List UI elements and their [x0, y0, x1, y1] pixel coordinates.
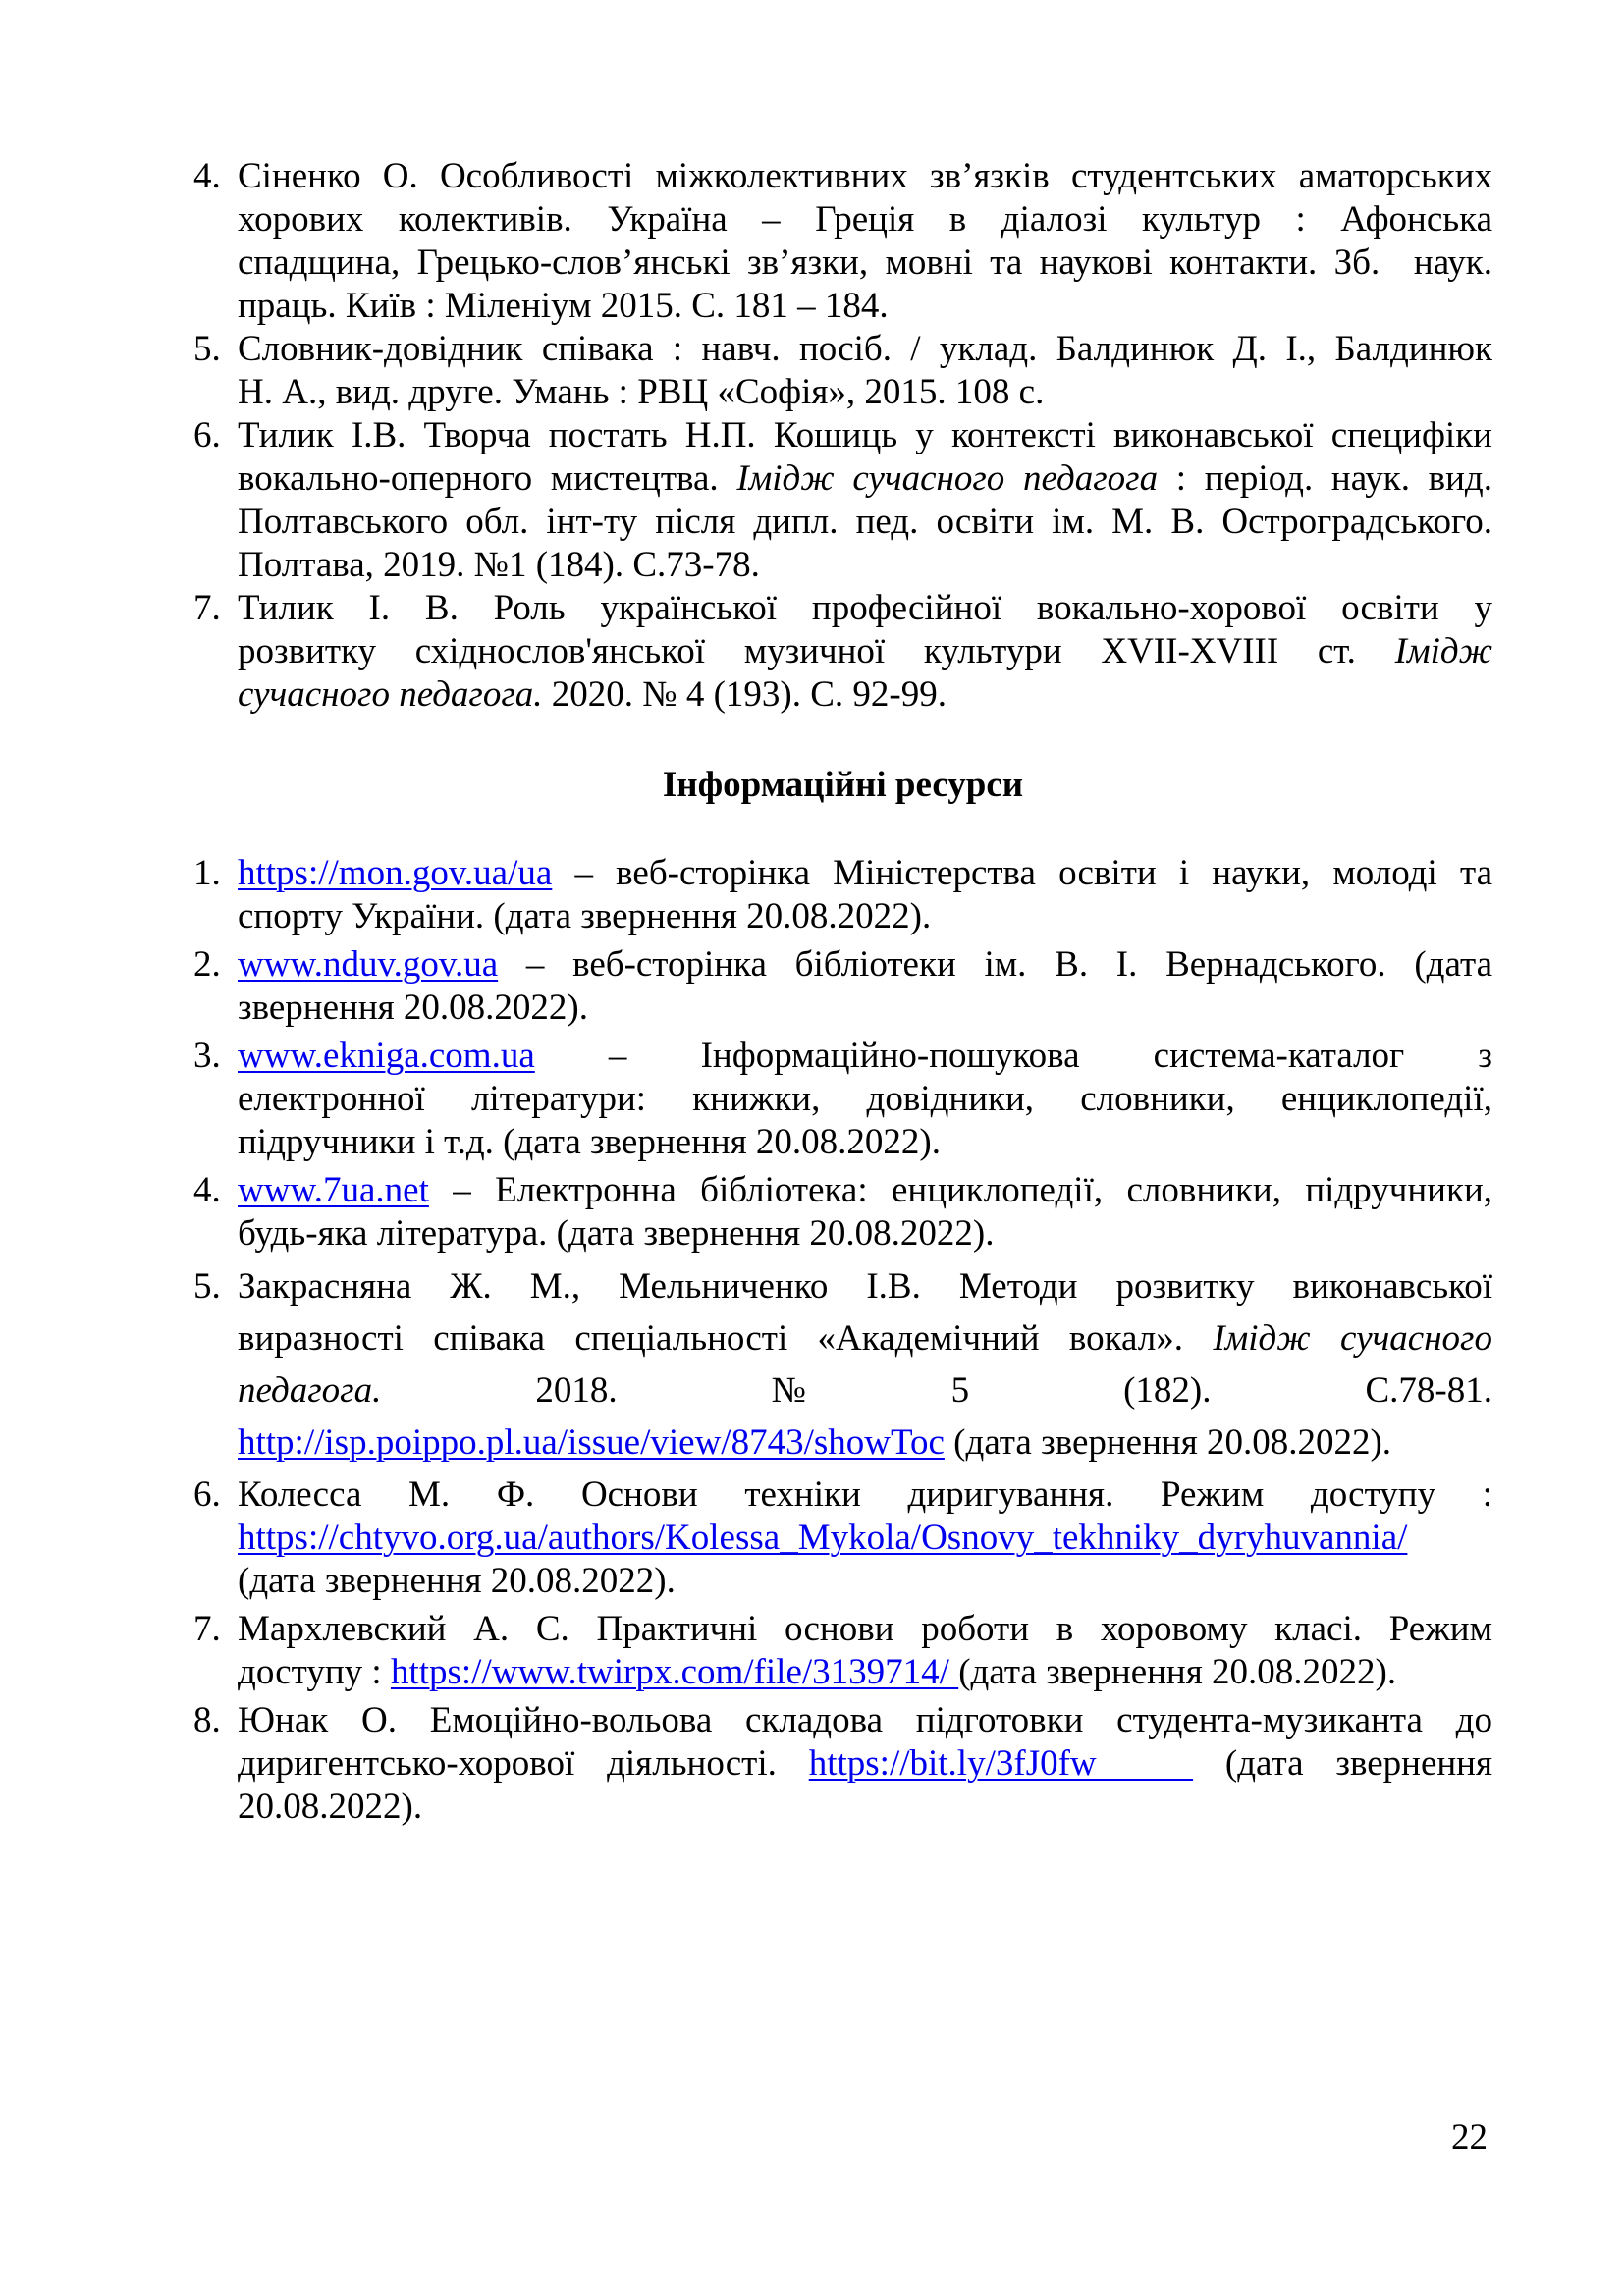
resource-item	[193, 1699, 1492, 1829]
text-segment: – веб-сторінка бібліотеки ім. В. І. Вернадського. (дата	[498, 944, 1492, 985]
text-line	[238, 587, 1492, 630]
text-line	[238, 1078, 1492, 1121]
item-number: 7.	[193, 588, 221, 628]
text-line	[238, 1312, 1492, 1364]
text-segment: 2018. №5 (182). С.78-81.	[381, 1370, 1492, 1411]
text-line	[238, 501, 1492, 544]
text-segment: диригентсько-хорової діяльності.	[238, 1743, 809, 1784]
text-segment: вокально-оперного мистецтва.	[238, 458, 737, 499]
text-segment: спадщина, Грецько-слов’янські зв’язки, мовні та наукові контакти. Зб. наук.	[238, 242, 1492, 283]
item-number: 4.	[193, 156, 221, 196]
text-line	[238, 630, 1492, 673]
hyperlink[interactable]: www.7ua.net	[238, 1170, 429, 1210]
text-segment: : період. наук. вид.	[1158, 458, 1492, 499]
hyperlink[interactable]: https://chtyvo.org.ua/authors/Kolessa_Mykola/Osnovy_tekhniky_dyryhuvannia/	[238, 1518, 1408, 1558]
text-segment: – Електронна бібліотека: енциклопедії, словники, підручники,	[428, 1170, 1492, 1210]
item-number: 1.	[193, 853, 221, 893]
text-segment: хорових колективів. Україна – Греція в діалозі культур : Афонська	[238, 199, 1492, 240]
text-line	[238, 943, 1492, 987]
resource-item	[193, 1169, 1492, 1255]
hyperlink[interactable]: www.ekniga.com.ua	[238, 1036, 535, 1076]
resource-item	[193, 1035, 1492, 1164]
text-segment: Колесса М. Ф. Основи техніки диригування. Режим доступу :	[238, 1474, 1492, 1515]
literature-item	[193, 414, 1492, 587]
text-line	[238, 544, 1492, 587]
text-segment: підручники і т.д. (дата звернення 20.08.2022).	[238, 1122, 942, 1162]
section-heading: Інформаційні ресурси	[662, 765, 1024, 805]
item-number: 2.	[193, 944, 221, 985]
text-line	[238, 1212, 1492, 1255]
text-segment: Н. А., вид. друге. Умань : РВЦ «Софія», 2015. 108 с.	[238, 372, 1045, 412]
text-line	[238, 1473, 1492, 1517]
text-segment: спорту України. (дата звернення 20.08.2022).	[238, 896, 932, 936]
text-line	[238, 673, 1492, 717]
text-line	[238, 895, 1492, 938]
resources-list	[193, 852, 1492, 1829]
text-line	[238, 1651, 1492, 1694]
resource-item	[193, 1473, 1492, 1603]
text-segment: сучасного педагога.	[238, 674, 543, 715]
text-segment: (дата звернення 20.08.2022).	[238, 1561, 676, 1601]
text-line	[238, 1416, 1492, 1468]
text-segment: виразності співака спеціальності «Академічний вокал».	[238, 1318, 1214, 1359]
text-segment: Юнак О. Емоційно-вольова складова підготовки студента-музиканта до	[238, 1700, 1492, 1740]
text-line	[238, 457, 1492, 501]
resource-item	[193, 852, 1492, 938]
text-line	[238, 414, 1492, 457]
text-segment: Сіненко О. Особливості міжколективних зв’язків студентських аматорських	[238, 156, 1492, 196]
resource-item	[193, 943, 1492, 1030]
item-number: 5.	[193, 1266, 221, 1307]
text-segment: – веб-сторінка Міністерства освіти і науки, молоді та	[552, 853, 1492, 893]
literature-list	[193, 155, 1492, 717]
literature-item	[193, 155, 1492, 328]
text-segment: Імідж	[1394, 631, 1492, 671]
text-segment: Полтавського обл. інт-ту після дипл. пед. освіти ім. М. В. Остроградського.	[238, 502, 1492, 542]
page-content	[193, 155, 1492, 1834]
text-segment: розвитку східнослов'янської музичної культури XVII-XVIII ст.	[238, 631, 1395, 671]
item-number: 4.	[193, 1170, 221, 1210]
text-line	[238, 328, 1492, 371]
text-segment: Імідж сучасного педагога	[736, 458, 1159, 499]
text-segment: електронної літератури: книжки, довідники, словники, енциклопедії,	[238, 1079, 1492, 1119]
text-line	[238, 1035, 1492, 1078]
text-segment: 2020. № 4 (193). С. 92-99.	[542, 674, 947, 715]
text-segment: звернення 20.08.2022).	[238, 988, 588, 1028]
text-line	[238, 1517, 1492, 1560]
text-segment: Тилик І. В. Роль української професійної вокально-хорової освіти у	[238, 588, 1492, 628]
item-number: 6.	[193, 1474, 221, 1515]
text-segment: (дата звернення 20.08.2022).	[958, 1652, 1397, 1692]
text-segment: будь-яка література. (дата звернення 20.08.2022).	[238, 1213, 995, 1254]
hyperlink[interactable]: https://www.twirpx.com/file/3139714/	[390, 1652, 959, 1692]
text-segment: педагога.	[238, 1370, 382, 1411]
text-line	[238, 1169, 1492, 1212]
item-number: 3.	[193, 1036, 221, 1076]
text-segment: 20.08.2022).	[238, 1787, 423, 1827]
text-segment: Закрасняна Ж. М., Мельниченко І.В. Методи розвитку виконавської	[238, 1266, 1492, 1307]
text-line	[238, 1364, 1492, 1416]
text-line	[238, 1560, 1492, 1603]
hyperlink[interactable]: https://bit.ly/3fJ0fw	[808, 1743, 1194, 1784]
literature-item	[193, 587, 1492, 717]
text-line	[238, 198, 1492, 241]
item-number: 5.	[193, 329, 221, 369]
text-line	[238, 1786, 1492, 1829]
hyperlink[interactable]: https://mon.gov.ua/ua	[238, 853, 553, 893]
text-line	[238, 1121, 1492, 1164]
text-line	[238, 1699, 1492, 1742]
text-segment: Полтава, 2019. №1 (184). С.73-78.	[238, 545, 760, 585]
text-line	[238, 1608, 1492, 1651]
text-line	[238, 852, 1492, 895]
page-number: 22	[1451, 2117, 1488, 2158]
text-line	[238, 285, 1492, 328]
text-line	[238, 1260, 1492, 1312]
item-number: 6.	[193, 415, 221, 455]
item-number: 7.	[193, 1609, 221, 1649]
hyperlink[interactable]: http://isp.poippo.pl.ua/issue/view/8743/showToc	[238, 1422, 945, 1463]
text-line	[238, 155, 1492, 198]
text-line	[238, 241, 1492, 285]
text-segment: Тилик І.В. Творча постать Н.П. Кошиць у контексті виконавської специфіки	[238, 415, 1492, 455]
text-line	[238, 987, 1492, 1030]
text-line	[238, 371, 1492, 414]
hyperlink[interactable]: www.nduv.gov.ua	[238, 944, 499, 985]
text-segment: (дата звернення 20.08.2022).	[944, 1422, 1392, 1463]
resource-item	[193, 1608, 1492, 1694]
text-segment: Імідж сучасного	[1213, 1318, 1492, 1359]
text-segment: праць. Київ : Міленіум 2015. С. 181 – 184.	[238, 286, 889, 326]
text-line	[238, 1742, 1492, 1786]
item-number: 8.	[193, 1700, 221, 1740]
text-segment: – Інформаційно-пошукова система-каталог з	[534, 1036, 1492, 1076]
text-segment: Мархлевский А. С. Практичні основи роботи в хоровому класі. Режим	[238, 1609, 1492, 1649]
text-segment: (дата звернення	[1193, 1743, 1492, 1784]
text-segment: доступу :	[238, 1652, 391, 1692]
text-segment: Словник-довідник співака : навч. посіб. / уклад. Балдинюк Д. І., Балдинюк	[238, 329, 1492, 369]
literature-item	[193, 328, 1492, 414]
resource-item	[193, 1260, 1492, 1468]
